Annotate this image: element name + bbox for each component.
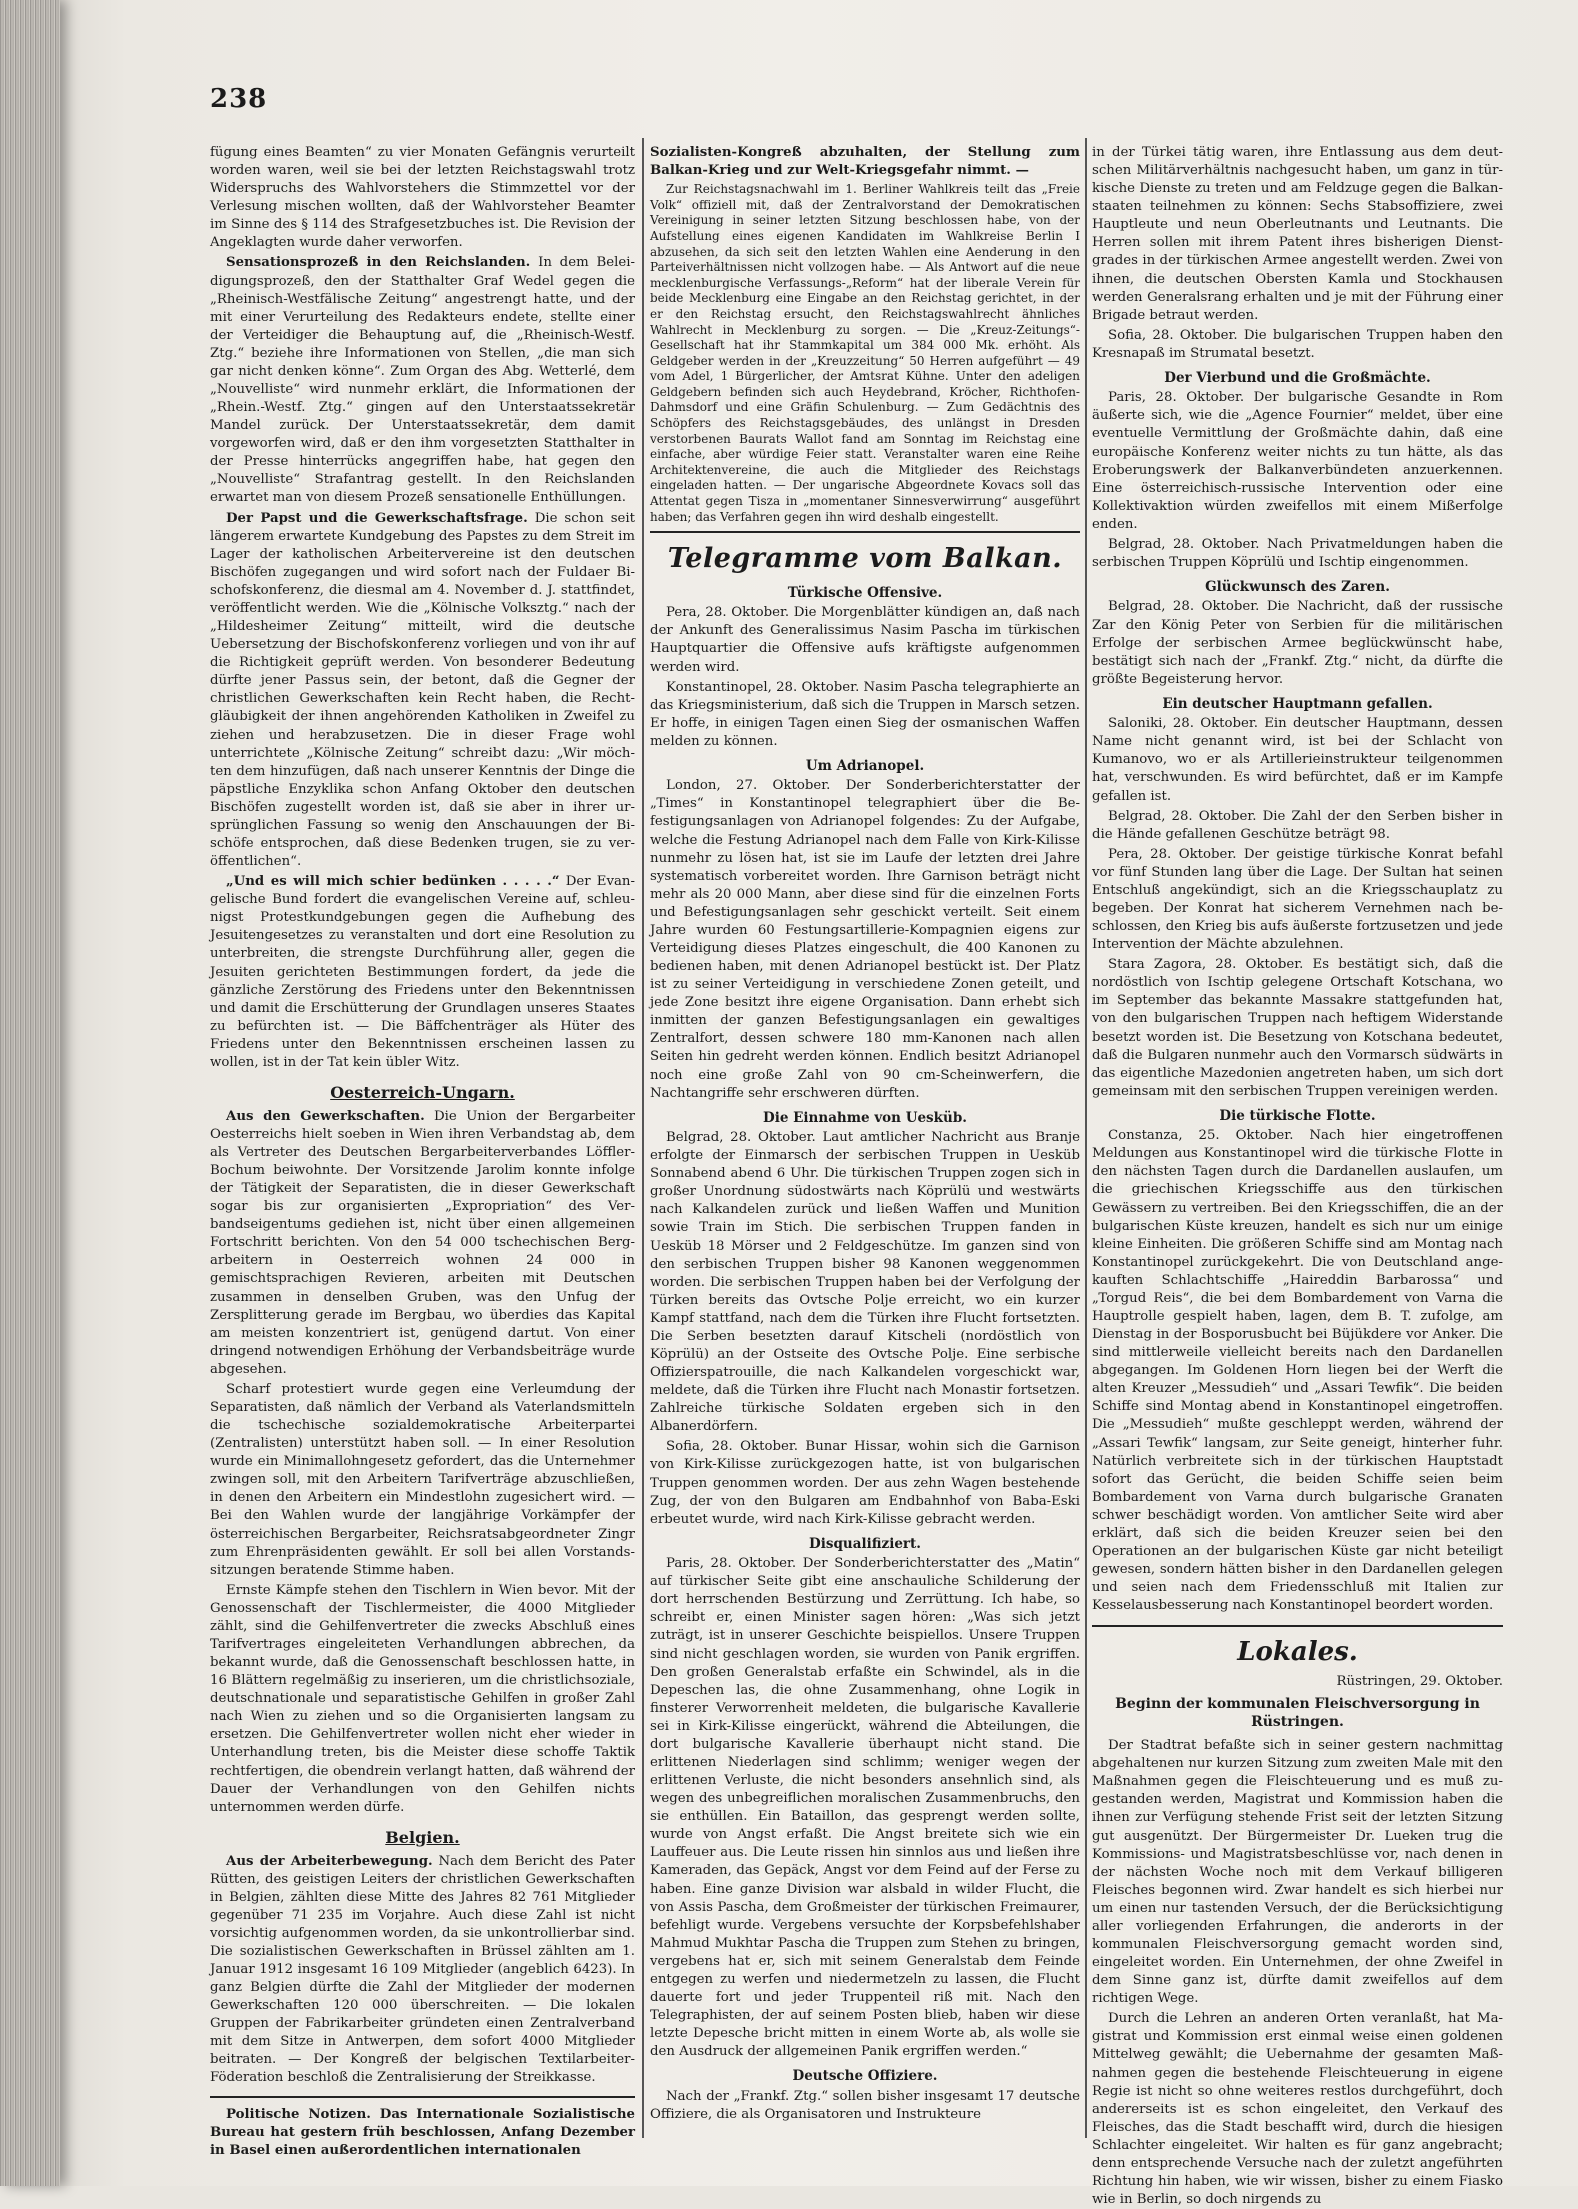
paragraph-body: Der Evangelische Bund fordert die evangelischen Vereine auf, schleunigst Protestkundgebungen gegen die Aufhebung des Jesuitengesetzes zu veranstalten und dort eine Resolution zu unterbreiten, die strengste Durchführung aller, gegen die Jesuiten gerichteten Bestimmungen fordert, da jede die gänzliche Zerstörung des Friedens unter den Bekenntnissen und damit die Erschütterung der Grundlagen unseres Staates zu befürchten ist. — Die Bäffchenträger als Hüter des Friedens unter den Bekenntnissen erscheinen lassen zu wollen, ist in der Tat kein übler Witz. (210, 874, 635, 1070)
paragraph-lead: Aus den Gewerkschaften. (226, 1108, 425, 1124)
paragraph: Ernste Kämpfe stehen den Tischlern in Wien bevor. Mit der Genossenschaft der Tischlermeister, die 4000 Mitglieder zählt, sind die Gehilfenvertreter die zwecks Abschluß eines Tarifvertrages eingeleiteten Verhandlungen abbrechen, da bekannt wurde, daß die Genossenschaft beschlossen hatte, in 16 Blättern regelmäßig zu inserieren, um die christlichsoziale, deutschnationale und separatistische Gehilfen in großer Zahl nach Wien zu ziehen und so die Organisierten langsam zu ersetzen. Die Gehilfenvertreter wollen nicht eher wieder in Unterhandlung treten, bis die Meister diese schoffe Taktik rechtfertigen, die obendrein verlangt hatten, daß während der Dauer der Verhandlungen von den Gehilfen nichts unternommen werden dürfe. (210, 1582, 635, 1815)
subheading: Glückwunsch des Zaren. (1205, 579, 1390, 596)
paragraph: fügung eines Beamten“ zu vier Monaten Gefängnis verurteilt worden waren, weil sie bei der letzten Reichstagswahl trotz Widerspruchs des Wahlvorstehers die Stimmzettel vor der Verlesung mischen wollten, daß der Wahlvorsteher Beamter im Sinne des § 114 des Strafgesetzbuches ist. Die Revision der Angeklagten wurde daher verworfen. (210, 145, 635, 251)
paragraph: Pera, 28. Oktober. Der geistige türkische Konrat befahl vor fünf Stunden lang über die Lage. Der Sultan hat seinen Entschluß angekündigt, sich an die Kriegsschauplatz zu begeben. Der Konrat hat sicherem Vernehmen nach beschlossen, den Krieg bis aufs äußerste fortzusetzen und jede Intervention der Mächte abzulehnen. (1092, 846, 1503, 953)
section-heading: Lokales. (1092, 1625, 1503, 1670)
subheading: Disqualifiziert. (809, 1535, 921, 1552)
paragraph-lead: Aus der Arbeiterbewegung. (226, 1853, 433, 1869)
book-binding (0, 0, 60, 2186)
subheading: Der Vierbund und die Großmächte. (1164, 369, 1431, 386)
paragraph-lead: „Und es will mich schier bedünken . . . . .“ (226, 874, 560, 890)
article-title: Beginn der kommunalen Fleischversorgung in Rüstringen. (1115, 1695, 1480, 1730)
paragraph-body: Das Internationale Sozialistische Bureau hat gestern früh beschlossen, Anfang Dezember in Basel einen außerordentlichen internationalen (210, 2106, 635, 2158)
paragraph: Belgrad, 28. Oktober. Die Nachricht, daß der russische Zar den König Peter von Serbien für die militärischen Erfolge der serbischen Armee beglückwünscht habe, bestätigt sich nach der „Frankf. Ztg.“ nicht, da dürfte die größte Begeisterung hervor. (1092, 599, 1503, 687)
paragraph-body: Die Union der Bergarbeiter Oesterreichs hielt soeben in Wien ihren Verbandstag ab, dem als Vertreter des Deutschen Bergarbeiterverbandes Löffler-Bochum beiwohnte. Der Vorsitzende Jarolim konnte infolge der Tätigkeit der Separatisten, die in dieser Gewerkschaft sogar bis zur organisierten „Expropriation“ des Verbandseigentums gediehen ist, nicht über einen allgemeinen Fortschritt berichten. Von den 54 000 tschechischen Bergarbeitern in Oesterreich wohnen 24 000 in gemischtsprachigen Revieren, arbeiten mit Deutschen zusammen in denselben Gruben, was den Unfug der Zersplitterung gerade im Bergbau, wo überdies das Kapital am meisten konzentriert ist, genügend dartut. Von einer dringend notwendigen Erhöhung der Verbandsbeiträge wurde abgesehen. (210, 1108, 635, 1377)
paragraph-lead: Politische Notizen. (226, 2106, 371, 2122)
paragraph (210, 1108, 635, 1379)
paragraph: Paris, 28. Oktober. Der bulgarische Gesandte in Rom äußerte sich, wie die „Agence Fournier“ meldet, über eine eventuelle Vermittlung der Großmächte dahin, daß eine europäische Konferenz weiter nichts zu tun hätte, als das Eroberungswerk der Balkanverbündeten anzuerkennen. Eine österreichisch-russische Intervention oder eine Kollektivaktion würden zweifellos mit einem Mißerfolge enden. (1092, 390, 1503, 532)
section-heading: Belgien. (385, 1827, 460, 1847)
section-heading: Oesterreich-Ungarn. (330, 1082, 515, 1102)
dateline: Rüstringen, 29. Oktober. (1336, 1673, 1503, 1689)
subheading: Die türkische Flotte. (1219, 1107, 1376, 1124)
paragraph: Nach der „Frankf. Ztg.“ sollen bisher insgesamt 17 deutsche Offiziere, die als Organisatoren und Instrukteure (650, 2088, 1080, 2122)
column-2 (650, 144, 1080, 2146)
paragraph-lead: Der Papst und die Gewerkschaftsfrage. (226, 510, 528, 526)
paragraph (210, 2106, 635, 2160)
paragraph: Durch die Lehren an anderen Orten veranlaßt, hat Magistrat und Kommission erst einmal weise einen goldenen Mittelweg gewählt; die Uebernahme der gesamten Maßnahmen gegen die bestehende Fleischteuerung in eigene Regie ist nicht so ohne weiteres restlos durchgeführt, doch andererseits ist es schon eingeleitet, den Verkauf des Fleisches, das die Stadt beschafft wird, durch die hiesigen Schlachter eingeleitet. Wir halten es für ganz angebracht; denn entsprechende Versuche nach der zuletzt angeführten Richtung hin haben, wie wir wissen, bisher zu einem Fiasko wie in Berlin, so doch nirgends zu (1092, 2011, 1503, 2208)
paragraph: Constanza, 25. Oktober. Nach hier eingetroffenen Meldungen aus Konstantinopel wird die türkische Flotte in den nächsten Tagen durch die Dardanellen auslaufen, um die griechischen Kriegsschiffe aus den türkischen Gewässern zu vertreiben. Bei den Kriegsschiffen, die an der bulgarischen Küste kreuzen, handelt es sich nur um einige kleine Einheiten. Die größeren Schiffe sind am Montag nach Konstantinopel zurückgekehrt. Die von Deutschland angekauften Schlachtschiffe „Haireddin Barbarossa“ und „Torgud Reis“, die bei dem Bombardement von Varna die Hauptrolle gespielt haben, lagen, dem B. T. zufolge, am Dienstag in der Bosporusbucht bei Büjükdere vor Anker. Die sind mittlerweile vielleicht bereits nach den Dardanellen abgegangen. Im Goldenen Horn liegen bei der Werft die alten Kreuzer „Messudieh“ und „Assari Tewfik“. Die beiden Schiffe sind Montag abend in Konstantinopel eingetroffen. Die „Messudieh“ mußte geschleppt werden, während der „Assari Tewfik“ langsam, zur Seite geneigt, hinterher fuhr. Natürlich verbreitete sich in der türkischen Hauptstadt sofort das Gerücht, die beiden Schiffe seien beim Bombardement von Varna durch bulgarische Granaten schwer beschädigt worden. Von amtlicher Seite wird aber erklärt, daß sich die beiden Kreuzer seien bei den Operationen an der bulgarischen Küste gar nicht beteiligt gewesen, sondern hätten bisher in den Dardanellen gelegen und seien nach dem Friedensschluß mit Italien zur Kesselausbesserung nach Konstantinopel beordert worden. (1092, 1128, 1503, 1614)
section-heading: Telegramme vom Balkan. (650, 531, 1080, 578)
column-rule (1085, 138, 1087, 2138)
subheading: Die Einnahme von Uesküb. (763, 1109, 967, 1126)
paragraph (210, 1853, 635, 2088)
paragraph-lead: Sensationsprozeß in den Reichslanden. (226, 255, 531, 271)
page-number: 238 (210, 84, 268, 114)
paragraph: Sofia, 28. Oktober. Bunar Hissar, wohin sich die Garnison von Kirk-Kilisse zurückgezogen hatte, ist von bulgarischen Truppen genommen worden. Der aus zehn Wagen bestehende Zug, der von den Bulgaren am Endbahnhof von Baba-Eski erbeutet wurde, wird nach Kirk-Kilisse gebracht werden. (650, 1439, 1080, 1527)
paragraph: Sofia, 28. Oktober. Die bulgarischen Truppen haben den Kresnapaß im Strumatal besetzt. (1092, 327, 1503, 361)
paragraph-body: Die schon seit längerem erwartete Kundgebung des Papstes zu dem Streit im Lager der katholischen Arbeitervereine ist den deutschen Bischöfen zugegangen und wird sofort nach der Fuldaer Bischofskonferenz, die diesmal am 4. November d. J. stattfindet, veröffentlicht werden. Wie die „Kölnische Volksztg.“ nach der „Hildesheimer Zeitung“ mitteilt, wird die deutsche Uebersetzung der Bischofskonferenz vorliegen und von ihr auf die Richtigkeit geprüft werden. Von besonderer Bedeutung dürfte jener Passus sein, der betont, daß die Gegner der christlichen Gewerkschaften kein Recht haben, die Rechtgläubigkeit der ihnen angehörenden Katholiken in Zweifel zu ziehen und herabzusetzen. Die in dieser Frage wohl unterrichtete „Kölnische Zeitung“ schreibt dazu: „Wir möchten dem hinzufügen, daß nach unserer Kenntnis der Dinge die päpstliche Enzyklika schon Anfang Oktober den deutschen Bischöfen zugestellt worden ist, daß sie aber in ihrer ursprünglichen Fassung so wenig den Anschauungen der Bischöfe entsprochen, daß diese Bedenken trugen, sie zu veröffentlichen“. (210, 510, 635, 870)
paragraph-body: In dem Beleidigungsprozeß, den der Statthalter Graf Wedel gegen die „Rheinisch-Westfälische Zeitung“ angestrengt hatte, und der mit einer Verurteilung des Redakteurs endete, stellte einer der Verteidiger die Behauptung auf, die „Rheinisch-Westf. Ztg.“ beziehe ihre Informationen von Stellen, „die man sich gar nicht denken könne“. Zum Organ des Abg. Wetterlé, dem „Nouvelliste“ wird nunmehr erklärt, die Informationen der „Rhein.-Westf. Ztg.“ gingen auf den Unterstaatssekretär Mandel zurück. Der Unterstaatssekretär, dem damit vorgeworfen wird, daß er den ihm vorgesetzten Statthalter in der Presse hinterrücks angegriffen habe, hat gegen den „Nouvelliste“ Strafantrag gestellt. In den Reichslanden erwartet man von diesem Prozeß sensationelle Enthüllungen. (210, 255, 635, 506)
divider (210, 2096, 635, 2098)
paragraph: Belgrad, 28. Oktober. Die Zahl der den Serben bisher in die Hände gefallenen Geschütze beträgt 98. (1092, 808, 1503, 842)
paragraph: Scharf protestiert wurde gegen eine Verleumdung der Separatisten, daß nämlich der Verband als Vaterlandsmitteln die tschechische sozialdemokratische Arbeiterpartei (Zentralisten) unterstützt haben soll. — In einer Resolution wurde ein Minimallohngesetz gefordert, das die Unternehmer zwingen soll, mit den Arbeitern Tarifverträge abzuschließen, in denen den Arbeitern ein Mindestlohn zugesichert wird. — Bei den Wahlen wurde der langjährige Vorkämpfer der österreichischen Bergarbeiter, Reichsratsabgeordneter Zingr zum Ehrenpräsidenten gewählt. Er soll bei allen Vorstandssitzungen beratende Stimme haben. (210, 1381, 635, 1578)
subheading: Ein deutscher Hauptmann gefallen. (1162, 695, 1433, 712)
paragraph-body: Nach dem Bericht des Pater Rütten, des geistigen Leiters der christlichen Gewerkschaften in Belgien, zählten diese Mitte des Jahres 82 761 Mitglieder gegenüber 71 235 im Vorjahre. Auch diese Zahl ist nicht vorsichtig aufgenommen worden, da sie unkontrollierbar sind. Die sozialistischen Gewerkschaften in Brüssel zählten am 1. Januar 1912 insgesamt 16 109 Mitglieder (angeblich 6423). In ganz Belgien dürfte die Zahl der Mitglieder der modernen Gewerkschaften 120 000 überschreiten. — Die lokalen Gruppen der Fabrikarbeiter gründeten einen Zentralverband mit dem Sitze in Antwerpen, dem sofort 4000 Mitglieder beitraten. — Der Kongreß der belgischen Textilarbeiter-Föderation beschloß die Zentralisierung der Streikkasse. (210, 1853, 635, 2086)
paragraph: Sozialisten-Kongreß abzuhalten, der Stellung zum Balkan-Krieg und zur Welt-Kriegsgefahr nimmt. — (650, 145, 1080, 179)
paragraph: Konstantinopel, 28. Oktober. Nasim Pascha telegraphierte an das Kriegsministerium, daß sich die Truppen in Marsch setzen. Er hoffe, in einigen Tagen einen Sieg der osmanischen Waffen melden zu können. (650, 679, 1080, 749)
paragraph: Belgrad, 28. Oktober. Laut amtlicher Nachricht aus Branje erfolgte der Einmarsch der serbischen Truppen in Uesküb Sonnabend abend 6 Uhr. Die türkischen Truppen zogen sich in großer Unordnung südostwärts nach Köprülü und westwärts nach Kalkandelen zurück und ließen Waffen und Munition sowie Train im Stich. Die serbischen Truppen fanden in Uesküb 18 Mörser und 2 Feldgeschütze. Im ganzen sind von den serbischen Truppen bisher 98 Kanonen weggenommen worden. Die serbischen Truppen haben bei der Verfolgung der Türken bereits das Ovtsche Polje erreicht, wo ein kurzer Kampf stattfand, nach dem die Türken ihre Flucht fortsetzten. Die Serben besetzten darauf Kitscheli (nordöstlich von Köprülü) an der Ostseite des Ovtsche Polje. Eine serbische Offizierspatrouille, die nach Kalkandelen vorgeschickt war, meldete, daß die Türken ihre Flucht nach Monastir fortsetzen. Zahlreiche türkische Soldaten ergeben sich in den Albanerdörfern. (650, 1130, 1080, 1435)
subheading: Um Adrianopel. (805, 757, 925, 774)
paragraph: Belgrad, 28. Oktober. Nach Privatmeldungen haben die serbischen Truppen Köprülü und Ischtip eingenommen. (1092, 536, 1503, 570)
subheading: Deutsche Offiziere. (792, 2068, 938, 2085)
paragraph (210, 254, 635, 507)
column-rule (642, 138, 644, 2138)
paragraph: Pera, 28. Oktober. Die Morgenblätter kündigen an, daß nach der Ankunft des Generalissimus Nasim Pascha im türkischen Hauptquartier die Offensive aufs kräftigste aufgenommen werden wird. (650, 605, 1080, 675)
paragraph: in der Türkei tätig waren, ihre Entlassung aus dem deutschen Militärverhältnis nachgesucht haben, um ganz in türkische Dienste zu treten und am Feldzuge gegen die Balkanstaaten teilnehmen zu können: Sechs Stabsoffiziere, zwei Hauptleute und neun Oberleutnants und Leutnants. Die Herren sollen mit ihrem Patent ihres bisherigen Dienstgrades in der türkischen Armee angestellt werden. Zwei von ihnen, die deutschen Obersten Kamla und Stockhausen werden Generalsrang erhalten und je mit der Führung einer Brigade betraut werden. (1092, 145, 1503, 323)
paragraph: Zur Reichstagsnachwahl im 1. Berliner Wahlkreis teilt das „Freie Volk“ offiziell mit, daß der Zentralvorstand der Demokratischen Vereinigung in seiner letzten Sitzung beschlossen habe, von der Aufstellung eines eigenen Kandidaten im Wahlkreise Berlin I abzusehen, da sich seit den letzten Wahlen eine Aenderung in den Parteiverhältnissen nicht vollzogen habe. — Als Antwort auf die neue mecklenburgische Verfassungs-„Reform“ hat der liberale Verein für beide Mecklenburg eine Eingabe an den Reichstag gerichtet, in der er den Reichstag ersucht, den Reichstagswahlrecht ähnliches Wahlrecht in Mecklenburg zu sorgen. — Die „Kreuz-Zeitungs“-Gesellschaft hat ihr Stammkapital um 384 000 Mk. erhöht. Als Geldgeber werden in der „Kreuzzeitung“ 50 Herren aufgeführt — 49 vom Adel, 1 Bürgerlicher, der Amtsrat Kühne. Unter den adeligen Geldgebern befinden sich auch Heydebrand, Kröcher, Richthofen-Dahmsdorf und eine Gräfin Schulenburg. — Zum Gedächtnis des Schöpfers des Reichstagsgebäudes, des unlängst in Dresden verstorbenen Baurats Wallot fand am Sonntag im Reichstag eine einfache, aber würdige Feier statt. Veranstalter waren eine Reihe Architektenvereine, die auch die Mitglieder des Reichstags eingeladen hatten. — Der ungarische Abgeordnete Kovacs soll das Attentat gegen Tisza in „momentaner Sinnesverwirrung“ ausgeführt haben; das Verfahren gegen ihn wird deshalb eingestellt. (650, 182, 1080, 524)
column-1 (210, 144, 635, 2158)
paragraph: Stara Zagora, 28. Oktober. Es bestätigt sich, daß die nordöstlich von Ischtip gelegene Ortschaft Kotschana, wo im September das bekannte Massakre stattgefunden hat, von den bulgarischen Truppen nach heftigem Widerstande besetzt worden ist. Die Besetzung von Kotschana bedeutet, daß die Bulgaren nunmehr auch den Vormarsch südwärts in das eigentliche Mazedonien angetreten haben, um sich dort gemeinsam mit den serbischen Truppen vereinigen werden. (1092, 957, 1503, 1099)
column-3 (1092, 144, 1503, 2208)
paragraph: London, 27. Oktober. Der Sonderberichterstatter der „Times“ in Konstantinopel telegraphiert über die Befestigungsanlagen von Adrianopel folgendes: Zu der Aufgabe, welche die Festung Adrianopel nach dem Falle von Kirk-Kilisse nunmehr zu lösen hat, ist sie im Laufe der letzten drei Jahre systematisch vorbereitet worden. Ihre Garnison beträgt nicht mehr als 20 000 Mann, aber diese sind für die einzelnen Forts und Befestigungsanlagen sehr geschickt verteilt. Seit einem Jahre wurden 60 Festungsartillerie-Kompagnien eigens zur Verteidigung dieses Platzes eingeschult, die 400 Kanonen zu bedienen haben, mit denen Adrianopel bestückt ist. Der Platz ist zu seiner Verteidigung in verschiedene Zonen geteilt, und jede Zone besitzt ihre eigene Organisation. Dann erhebt sich inmitten der ganzen Befestigungsanlagen ein gewaltiges Zentralfort, dessen schwere 180 mm-Kanonen nach allen Seiten hin gedreht werden können. Endlich besitzt Adrianopel noch eine große Zahl von 90 cm-Scheinwerfern, die Nachtangriffe sehr erschweren dürften. (650, 778, 1080, 1101)
paragraph: Saloniki, 28. Oktober. Ein deutscher Hauptmann, dessen Name nicht genannt wird, ist bei der Schlacht von Kumanovo, wo er als Artillerieinstrukteur teilgenommen hat, verschwunden. Es wird befürchtet, daß er im Kampfe gefallen ist. (1092, 716, 1503, 804)
paragraph: Der Stadtrat befaßte sich in seiner gestern nachmittag abgehaltenen nur kurzen Sitzung zum zweiten Male mit den Maßnahmen gegen die Fleischteuerung und es muß zugestanden werden, Magistrat und Kommission haben die ihnen zur Verfügung stehende Frist seit der letzten Sitzung gut ausgenützt. Der Bürgermeister Dr. Lueken trug die Kommissions- und Magistratsbeschlüsse vor, nach denen in der nächsten Woche noch mit dem Verkauf billigeren Fleisches begonnen wird. Zwar handelt es sich hierbei nur um einen nur tastenden Versuch, der die Berücksichtigung aller vorliegenden Erfahrungen, die anderorts in der kommunalen Fleischversorgung gemacht worden sind, eingeleitet worden. Ein Unternehmen, der ohne Zweifel in dem Sinne ganz ist, dürfte damit zweifellos auf dem richtigen Wege. (1092, 1738, 1503, 2007)
paragraph: Paris, 28. Oktober. Der Sonderberichterstatter des „Matin“ auf türkischer Seite gibt eine anschauliche Schilderung der dort herrschenden Bestürzung und Zerrüttung. Ich habe, so schreibt er, einen Minister sagen hören: „Was sich jetzt zuträgt, ist in unserer Geschichte beispiellos. Unsere Truppen sind nicht geschlagen worden, sie wurden von Panik ergriffen. Den großen Generalstab erfaßte ein Schwindel, als in die Depeschen las, die ohne Zusammenhang, ohne Logik in finsterer Verworrenheit meldeten, die bulgarische Kavallerie sei in Kirk-Kilisse eingerückt, während die Abteilungen, die dort bulgarische Kavallerie überhaupt nicht stand. Die erlittenen Niederlagen sind schlimm; weniger wegen der erlittenen Verluste, die nicht besonders ansehnlich sind, als wegen des unbegreiflichen moralischen Zusammenbruchs, den sie enthüllen. Ein Bataillon, das gesprengt werden sollte, wurde von Angst erfaßt. Die Angst breitete sich wie ein Lauffeuer aus. Die Leute rissen hin sinnlos aus und ließen ihre Kameraden, das Gepäck, Angst vor dem Feind auf der Ferse zu haben. Eine ganze Division war alsbald in wilder Flucht, die von Assis Pascha, dem Großmeister der türkischen Freimaurer, befehligt wurde. Vergebens versuchte der Korpsbefehlshaber Mahmud Mukhtar Pascha die Truppen zum Stehen zu bringen, vergebens hat er, sich mit seinem Generalstab dem Feinde entgegen zu werfen und niedermetzeln zu lassen, die Flucht dauerte fort und jeder Truppenteil riß mit. Nach den Telegraphisten, der auf seinem Posten blieb, haben wir diese letzte Depesche bricht mitten in einem Worte ab, als wolle sie den Ausdruck der allgemeinen Panik ergriffen werden.“ (650, 1556, 1080, 2060)
paragraph (210, 873, 635, 1072)
subheading: Türkische Offensive. (787, 584, 943, 601)
paragraph (210, 510, 635, 872)
